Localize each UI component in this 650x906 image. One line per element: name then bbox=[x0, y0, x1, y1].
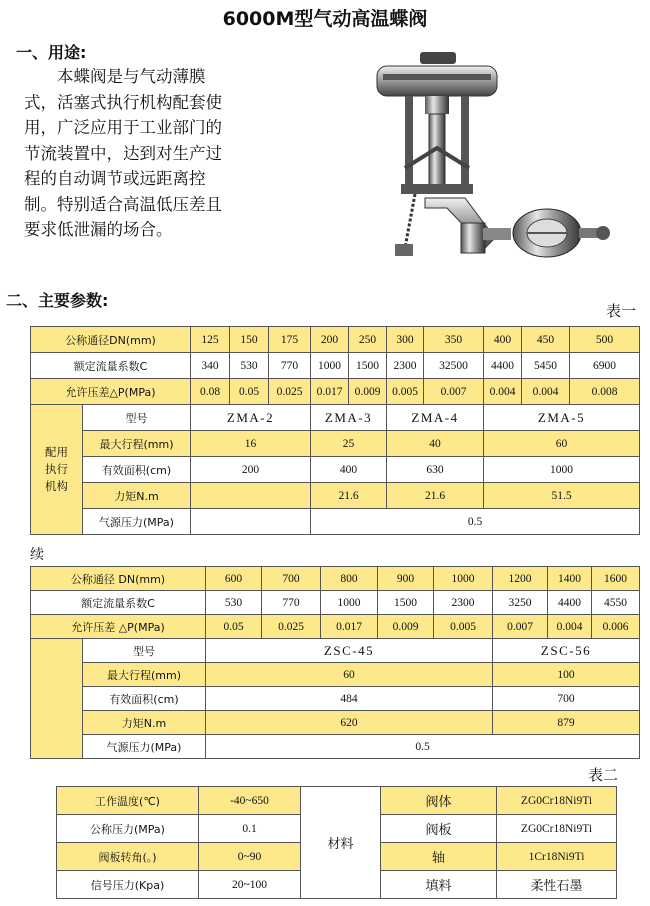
t1-cv-cell: 6900 bbox=[570, 353, 640, 379]
t1-area-cell: 200 bbox=[191, 457, 311, 483]
t1-dn-cell: 300 bbox=[387, 327, 424, 353]
t2-model-cell: ZSC-56 bbox=[493, 639, 640, 663]
t1-cv-cell: 1500 bbox=[349, 353, 387, 379]
t1-torque-label: 力矩N.m bbox=[83, 483, 191, 509]
t3-material-value: ZG0Cr18Ni9Ti bbox=[497, 815, 617, 843]
t3-param-value: -40~650 bbox=[199, 787, 301, 815]
t1-stroke-cell: 25 bbox=[311, 431, 387, 457]
t1-torque-row bbox=[31, 483, 640, 509]
t2-torque-cell: 879 bbox=[493, 711, 640, 735]
t2-dn-cell: 700 bbox=[262, 567, 321, 591]
t2-dn-cell: 1600 bbox=[592, 567, 640, 591]
table2-label: 表二 bbox=[588, 766, 619, 784]
t2-dp-row bbox=[31, 615, 640, 639]
t1-cv-cell: 530 bbox=[230, 353, 269, 379]
t2-torque-label: 力矩N.m bbox=[83, 711, 206, 735]
t1-cv-cell: 1000 bbox=[311, 353, 349, 379]
t2-stroke-row bbox=[31, 663, 640, 687]
t3-param-label: 工作温度(℃) bbox=[57, 787, 199, 815]
t1-dp-cell: 0.007 bbox=[424, 379, 484, 405]
t1-cv-cell: 4400 bbox=[484, 353, 522, 379]
t2-dp-cell: 0.007 bbox=[493, 615, 548, 639]
t2-torque-row bbox=[31, 711, 640, 735]
t1-dp-row bbox=[31, 379, 640, 405]
section-usage-heading: 一、用途: bbox=[16, 43, 87, 62]
t2-dn-cell: 800 bbox=[321, 567, 378, 591]
t1-dn-cell: 125 bbox=[191, 327, 230, 353]
t3-param-value: 0.1 bbox=[199, 815, 301, 843]
t1-dn-label: 公称通径DN(mm) bbox=[31, 327, 191, 353]
t2-cv-cell: 4550 bbox=[592, 591, 640, 615]
t2-air-label: 气源压力(MPa) bbox=[83, 735, 206, 759]
valve-image bbox=[365, 48, 615, 278]
t1-cv-cell: 32500 bbox=[424, 353, 484, 379]
t1-model-cell: ZMA-4 bbox=[387, 405, 484, 431]
t1-dp-cell: 0.005 bbox=[387, 379, 424, 405]
t1-stroke-cell: 16 bbox=[191, 431, 311, 457]
t2-dn-cell: 1000 bbox=[434, 567, 493, 591]
t2-stroke-cell: 60 bbox=[206, 663, 493, 687]
t2-dn-cell: 900 bbox=[378, 567, 434, 591]
params-table-1-continued bbox=[30, 566, 640, 759]
params-table-1 bbox=[30, 326, 640, 535]
t2-cv-cell: 1000 bbox=[321, 591, 378, 615]
t2-area-label: 有效面积(cm) bbox=[83, 687, 206, 711]
t2-dn-cell: 600 bbox=[206, 567, 262, 591]
t2-cv-row bbox=[31, 591, 640, 615]
t2-cv-cell: 770 bbox=[262, 591, 321, 615]
t1-stroke-cell: 40 bbox=[387, 431, 484, 457]
t1-model-cell: ZMA-5 bbox=[484, 405, 640, 431]
t2-dp-cell: 0.006 bbox=[592, 615, 640, 639]
t1-stroke-label: 最大行程(mm) bbox=[83, 431, 191, 457]
t1-dp-cell: 0.004 bbox=[484, 379, 522, 405]
t3-material-value: 1Cr18Ni9Ti bbox=[497, 843, 617, 871]
t1-model-cell: ZMA-2 bbox=[191, 405, 311, 431]
t2-dn-cell: 1400 bbox=[548, 567, 592, 591]
t2-air-row bbox=[31, 735, 640, 759]
t2-cv-cell: 3250 bbox=[493, 591, 548, 615]
t1-cv-cell: 340 bbox=[191, 353, 230, 379]
t2-cv-cell: 4400 bbox=[548, 591, 592, 615]
t1-area-cell: 630 bbox=[387, 457, 484, 483]
t1-cv-row bbox=[31, 353, 640, 379]
t1-actuator-group-label: 配用执行机构 bbox=[31, 405, 83, 535]
t1-dn-cell: 450 bbox=[522, 327, 570, 353]
t1-air-label: 气源压力(MPa) bbox=[83, 509, 191, 535]
params-table-2 bbox=[56, 786, 617, 899]
t1-dp-cell: 0.004 bbox=[522, 379, 570, 405]
t2-area-row bbox=[31, 687, 640, 711]
t1-dp-cell: 0.05 bbox=[230, 379, 269, 405]
t1-torque-cell: 21.6 bbox=[311, 483, 387, 509]
t1-dp-cell: 0.025 bbox=[269, 379, 311, 405]
t1-area-cell: 400 bbox=[311, 457, 387, 483]
t2-stroke-label: 最大行程(mm) bbox=[83, 663, 206, 687]
t1-cv-cell: 770 bbox=[269, 353, 311, 379]
usage-text: 本蝶阀是与气动薄膜式，活塞式执行机构配套使用，广泛应用于工业部门的节流装置中，达到对生产过程的自动调节或远距离控制。特别适合高温低压差且要求低泄漏的场合。 bbox=[24, 67, 222, 239]
t2-dp-cell: 0.05 bbox=[206, 615, 262, 639]
t3-param-label: 阀板转角(。) bbox=[57, 843, 199, 871]
t1-area-label: 有效面积(cm) bbox=[83, 457, 191, 483]
t3-material-label: 材料 bbox=[301, 787, 381, 899]
t1-dn-cell: 175 bbox=[269, 327, 311, 353]
t2-cv-cell: 1500 bbox=[378, 591, 434, 615]
t1-cv-cell: 2300 bbox=[387, 353, 424, 379]
t1-dn-cell: 250 bbox=[349, 327, 387, 353]
t3-param-label: 信号压力(Kpa) bbox=[57, 871, 199, 899]
t1-dn-cell: 200 bbox=[311, 327, 349, 353]
t2-dp-cell: 0.005 bbox=[434, 615, 493, 639]
t1-area-cell: 1000 bbox=[484, 457, 640, 483]
t3-material-part: 阀板 bbox=[381, 815, 497, 843]
t1-dn-cell: 400 bbox=[484, 327, 522, 353]
t1-dn-cell: 350 bbox=[424, 327, 484, 353]
t2-dn-row bbox=[31, 567, 640, 591]
t3-material-part: 填料 bbox=[381, 871, 497, 899]
t3-param-value: 20~100 bbox=[199, 871, 301, 899]
t3-material-part: 阀体 bbox=[381, 787, 497, 815]
t1-torque-empty bbox=[191, 483, 311, 509]
t2-model-row bbox=[31, 639, 640, 663]
t1-dp-cell: 0.08 bbox=[191, 379, 230, 405]
t3-material-part: 轴 bbox=[381, 843, 497, 871]
t2-model-label: 型号 bbox=[83, 639, 206, 663]
t2-dp-cell: 0.009 bbox=[378, 615, 434, 639]
t2-dn-label: 公称通径 DN(mm) bbox=[31, 567, 206, 591]
t1-dn-cell: 150 bbox=[230, 327, 269, 353]
t1-stroke-cell: 60 bbox=[484, 431, 640, 457]
t1-cv-label: 额定流量系数C bbox=[31, 353, 191, 379]
t2-air-cell: 0.5 bbox=[206, 735, 640, 759]
t1-dp-cell: 0.017 bbox=[311, 379, 349, 405]
t2-torque-cell: 620 bbox=[206, 711, 493, 735]
t1-dn-row bbox=[31, 327, 640, 353]
t2-dp-cell: 0.004 bbox=[548, 615, 592, 639]
t1-model-label: 型号 bbox=[83, 405, 191, 431]
t2-dp-cell: 0.017 bbox=[321, 615, 378, 639]
table1-label: 表一 bbox=[606, 302, 637, 320]
t1-torque-cell: 51.5 bbox=[484, 483, 640, 509]
page-title: 6000M型气动高温蝶阀 bbox=[222, 8, 428, 30]
section-params-heading: 二、主要参数: bbox=[6, 291, 109, 310]
t1-air-cell: 0.5 bbox=[311, 509, 640, 535]
t1-air-row bbox=[31, 509, 640, 535]
t2-area-cell: 700 bbox=[493, 687, 640, 711]
t1-dp-label: 允许压差△P(MPa) bbox=[31, 379, 191, 405]
t2-dn-cell: 1200 bbox=[493, 567, 548, 591]
t1-area-row bbox=[31, 457, 640, 483]
t3-param-label: 公称压力(MPa) bbox=[57, 815, 199, 843]
t1-air-empty bbox=[191, 509, 311, 535]
t1-dp-cell: 0.008 bbox=[570, 379, 640, 405]
t3-param-value: 0~90 bbox=[199, 843, 301, 871]
t1-model-row bbox=[31, 405, 640, 431]
continued-label: 续 bbox=[30, 547, 44, 563]
t3-material-value: ZG0Cr18Ni9Ti bbox=[497, 787, 617, 815]
t3-row bbox=[57, 787, 617, 815]
t1-torque-cell: 21.6 bbox=[387, 483, 484, 509]
t1-dp-cell: 0.009 bbox=[349, 379, 387, 405]
t2-dp-cell: 0.025 bbox=[262, 615, 321, 639]
t2-cv-cell: 530 bbox=[206, 591, 262, 615]
t1-model-cell: ZMA-3 bbox=[311, 405, 387, 431]
t2-stroke-cell: 100 bbox=[493, 663, 640, 687]
t2-model-cell: ZSC-45 bbox=[206, 639, 493, 663]
t2-dp-label: 允许压差 △P(MPa) bbox=[31, 615, 206, 639]
t2-area-cell: 484 bbox=[206, 687, 493, 711]
t1-stroke-row bbox=[31, 431, 640, 457]
t2-cv-cell: 2300 bbox=[434, 591, 493, 615]
t3-material-value: 柔性石墨 bbox=[497, 871, 617, 899]
t1-cv-cell: 5450 bbox=[522, 353, 570, 379]
t2-cv-label: 额定流量系数C bbox=[31, 591, 206, 615]
t2-actuator-group-cell bbox=[31, 639, 83, 759]
t1-dn-cell: 500 bbox=[570, 327, 640, 353]
